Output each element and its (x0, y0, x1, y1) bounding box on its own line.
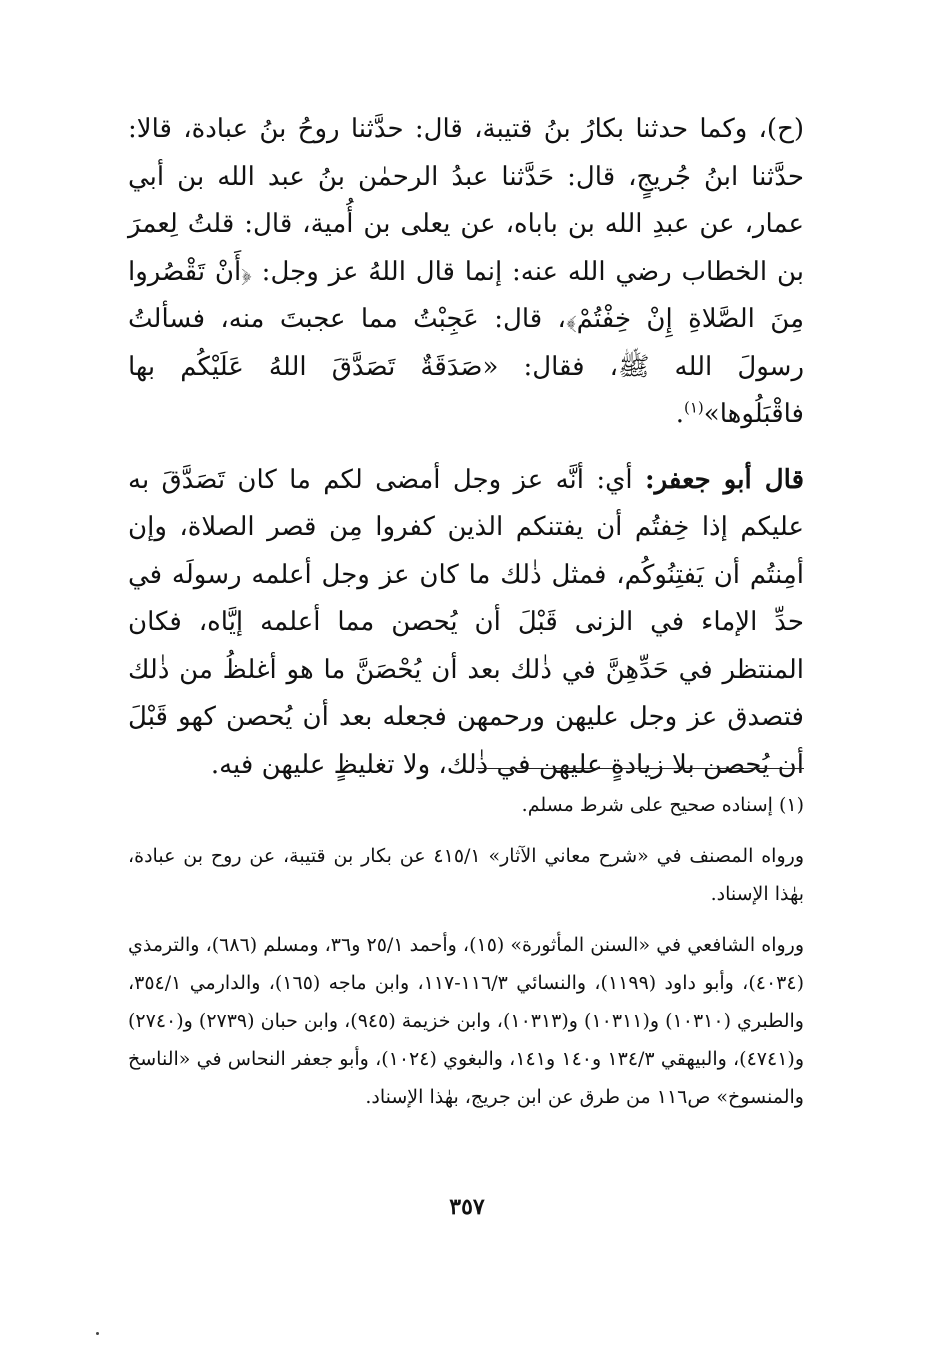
footnotes (128, 786, 804, 1116)
hadith-text: (ح)، وكما حدثنا بكارُ بنُ قتيبة، قال: حدَّثنا روحُ بنُ عبادة، قالا: حدَّثنا ابنُ جُريجٍ، قال: حَدَّثنا عبدُ الرحمٰن بنُ عبد الله بن أبي عمار، عن عبدِ الله بن باباه، عن يعلى بن أُمية، قال: قلتُ لِعمرَ بن الخطاب رضي الله عنه: إنما قال اللهُ عز وجل: ﴿أَنْ تَقْصُروا مِنَ الصَّلاةِ إِنْ خِفْتُمْ﴾، قال: عَجِبْتُ مما عجبتَ منه، فسألتُ رسولَ الله ﷺ، فقال: «صَدَقَةٌ تَصَدَّقَ اللهُ عَلَيْكُم بها فاقْبَلُوها» (128, 114, 804, 429)
commentary-text: أي: أنَّه عز وجل أمضى لكم ما كان تَصَدَّقَ به عليكم إذا خِفتُم أن يفتنكم الذين كفروا مِن قصر الصلاة، وإن أمِنتُم أن يَفتِنُوكُم، فمثل ذٰلك ما كان عز وجل أعلمه رسولَه في حدِّ الإماء في الزنى قَبْلَ أن يُحصن مما أعلمه إيَّاه، فكان المنتظر في حَدِّهِنَّ في ذٰلك بعد أن يُحْصَنَّ ما هو أغلظُ من ذٰلك فتصدق عز وجل عليهن ورحمهن فجعله بعد أن يُحصن كهو قَبْلَ أن يُحصن بلا زيادةٍ عليهن في ذٰلك، ولا تغليظٍ عليهن فيه. (128, 464, 804, 780)
main-text (128, 106, 804, 789)
page-number: ٣٥٧ (449, 1194, 485, 1220)
hadith-paragraph (128, 106, 804, 439)
footnote-references: ورواه الشافعي في «السنن المأثورة» (١٥)، وأحمد ٢٥/١ و٣٦، ومسلم (٦٨٦)، والترمذي (٤٠٣٤)، وأبو داود (١١٩٩)، والنسائي ١١٦/٣-١١٧، وابن ماجه (١٦٥)، والدارمي ٣٥٤/١، والطبري (١٠٣١٠) و(١٠٣١١) و(١٠٣١٣)، وابن خزيمة (٩٤٥)، وابن حبان (٢٧٣٩) و(٢٧٤٠) و(٤٧٤١)، والبيهقي ١٣٤/٣ و١٤٠ و١٤١، والبغوي (١٠٢٤)، وأبو جعفر النحاس في «الناسخ والمنسوخ» ص١١٦ من طرق عن ابن جريج، بهٰذا الإسناد. (128, 934, 805, 1108)
footnote-source: ورواه المصنف في «شرح معاني الآثار» ٤١٥/١ عن بكار بن قتيبة، عن روح بن عبادة، بهٰذا الإسناد. (128, 845, 804, 905)
speaker-name: قال أبو جعفر: (644, 464, 805, 495)
footnote-divider (476, 768, 804, 769)
hadith-end: . (675, 399, 684, 429)
footnote-1: (١) إسناده صحيح على شرط مسلم. (521, 794, 804, 816)
commentary-paragraph (128, 457, 804, 790)
scan-speck (96, 1332, 99, 1335)
footnote-reference[interactable]: (١) (684, 398, 704, 417)
